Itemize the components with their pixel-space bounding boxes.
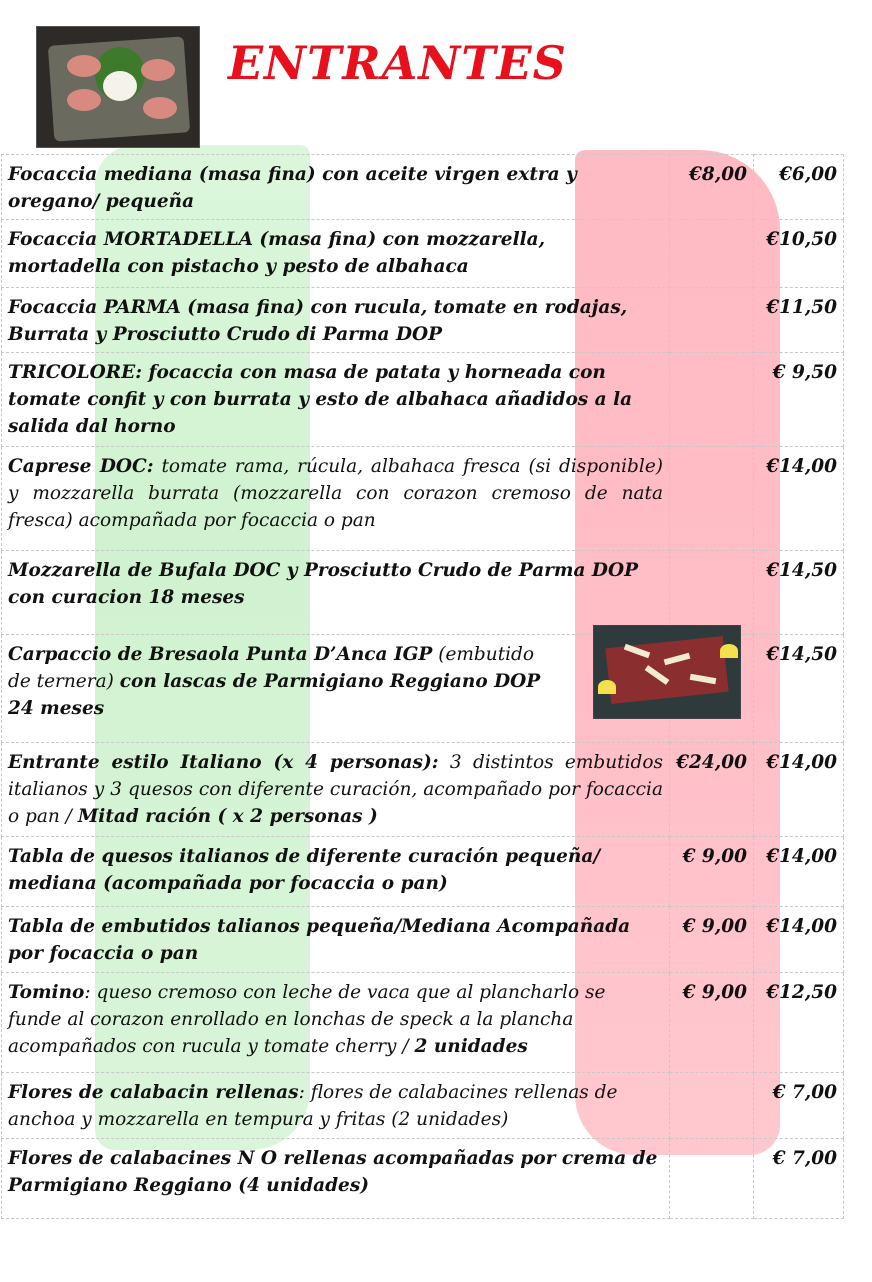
menu-row: [2, 220, 844, 288]
dish-description: [2, 837, 670, 907]
price-main: €14,00: [753, 907, 843, 973]
price-small: [670, 220, 754, 288]
price-small: €8,00: [670, 155, 754, 220]
dish-name-text: 2 unidades: [414, 1036, 528, 1057]
carpaccio-photo: [593, 625, 741, 719]
price-main: €14,50: [753, 551, 843, 635]
menu-row: [2, 1073, 844, 1139]
dish-name-text: Flores de calabacin rellenas: [8, 1082, 299, 1103]
price-small: [670, 353, 754, 447]
dish-name-text: Flores de calabacines N O rellenas acompañadas por crema de Parmigiano Reggiano (4 unidades): [8, 1148, 658, 1196]
dish-name-text: Tabla de embutidos talianos pequeña/Mediana Acompañada por focaccia o pan: [8, 916, 631, 964]
dish-detail-text: : flores de calabacines rellenas de anchoa y mozzarella en tempura y fritas (2 unidades): [8, 1082, 618, 1130]
dish-name-text: TRICOLORE: focaccia con masa de patata y horneada con tomate confit y con burrata y esto de albahaca añadidos a la salida dal horno: [8, 362, 633, 437]
dish-name-text: Focaccia mediana (masa fina) con aceite virgen extra y oregano/ pequeña: [8, 164, 577, 212]
price-small: € 9,00: [670, 907, 754, 973]
dish-description: [2, 288, 670, 353]
menu-row: [2, 973, 844, 1073]
dish-description: [2, 220, 670, 288]
price-main: € 7,00: [753, 1073, 843, 1139]
dish-description: [2, 447, 670, 551]
dish-name-text: Tomino: [8, 982, 85, 1003]
price-main: € 9,50: [753, 353, 843, 447]
price-main: €14,00: [753, 743, 843, 837]
price-main: €10,50: [753, 220, 843, 288]
dish-description: [2, 907, 670, 973]
dish-name-text: Entrante estilo Italiano (x 4 personas):: [8, 752, 439, 773]
price-main: €14,50: [753, 635, 843, 743]
prosciutto-burrata-photo: [36, 26, 200, 148]
dish-description: [2, 155, 670, 220]
dish-detail-text: (embutido de ternera): [8, 644, 535, 692]
menu-table: [1, 154, 844, 1219]
dish-name-text: Caprese DOC:: [8, 456, 154, 477]
dish-detail-text: 3 distintos embutidos italianos y 3 quesos con diferente curación, acompañado por focaccia o pan /: [8, 752, 663, 827]
price-small: € 9,00: [670, 837, 754, 907]
dish-detail-text: tomate rama, rúcula, albahaca fresca (si disponible) y mozzarella burrata (mozzarella con corazon cremoso de nata fresca) acompañada por focaccia o pan: [8, 456, 663, 531]
dish-description: [2, 1073, 670, 1139]
dish-description: [2, 1139, 670, 1219]
menu-row: [2, 155, 844, 220]
price-main: €14,00: [753, 447, 843, 551]
dish-description: [2, 973, 670, 1073]
dish-name-text: Tabla de quesos italianos de diferente curación pequeña/ mediana (acompañada por focaccia o pan): [8, 846, 601, 894]
menu-row: [2, 447, 844, 551]
dish-description: [2, 551, 670, 635]
menu-row: [2, 1139, 844, 1219]
page-title: ENTRANTES: [228, 36, 567, 90]
price-small: [670, 551, 754, 635]
price-main: €14,00: [753, 837, 843, 907]
dish-description: [2, 353, 670, 447]
price-main: €11,50: [753, 288, 843, 353]
dish-description: [2, 635, 670, 743]
price-small: [670, 447, 754, 551]
price-main: €12,50: [753, 973, 843, 1073]
price-small: [670, 1073, 754, 1139]
dish-name-text: con lascas de Parmigiano Reggiano DOP 24 meses: [8, 671, 541, 719]
menu-row: [2, 743, 844, 837]
price-small: € 9,00: [670, 973, 754, 1073]
dish-name-text: Focaccia PARMA (masa fina) con rucula, tomate en rodajas, Burrata y Prosciutto Crudo di Parma DOP: [8, 297, 628, 345]
price-main: €6,00: [753, 155, 843, 220]
dish-name-text: Mitad ración ( x 2 personas ): [77, 806, 378, 827]
dish-name-text: Mozzarella de Bufala DOC y Prosciutto Crudo de Parma DOP con curacion 18 meses: [8, 560, 638, 608]
dish-detail-text: : queso cremoso con leche de vaca que al plancharlo se funde al corazon enrollado en lonchas de speck a la plancha acompañados con rucula y tomate cherry /: [8, 982, 606, 1057]
dish-description: [2, 743, 670, 837]
menu-row: [2, 635, 844, 743]
menu-row: [2, 837, 844, 907]
price-small: €24,00: [670, 743, 754, 837]
dish-name-text: Focaccia MORTADELLA (masa fina) con mozzarella, mortadella con pistacho y pesto de albahaca: [8, 229, 546, 277]
menu-row: [2, 907, 844, 973]
menu-row: [2, 353, 844, 447]
menu-row: [2, 288, 844, 353]
price-small: [670, 288, 754, 353]
price-main: € 7,00: [753, 1139, 843, 1219]
price-small: [670, 1139, 754, 1219]
dish-name-text: Carpaccio de Bresaola Punta D’Anca IGP: [8, 644, 433, 665]
menu-row: [2, 551, 844, 635]
